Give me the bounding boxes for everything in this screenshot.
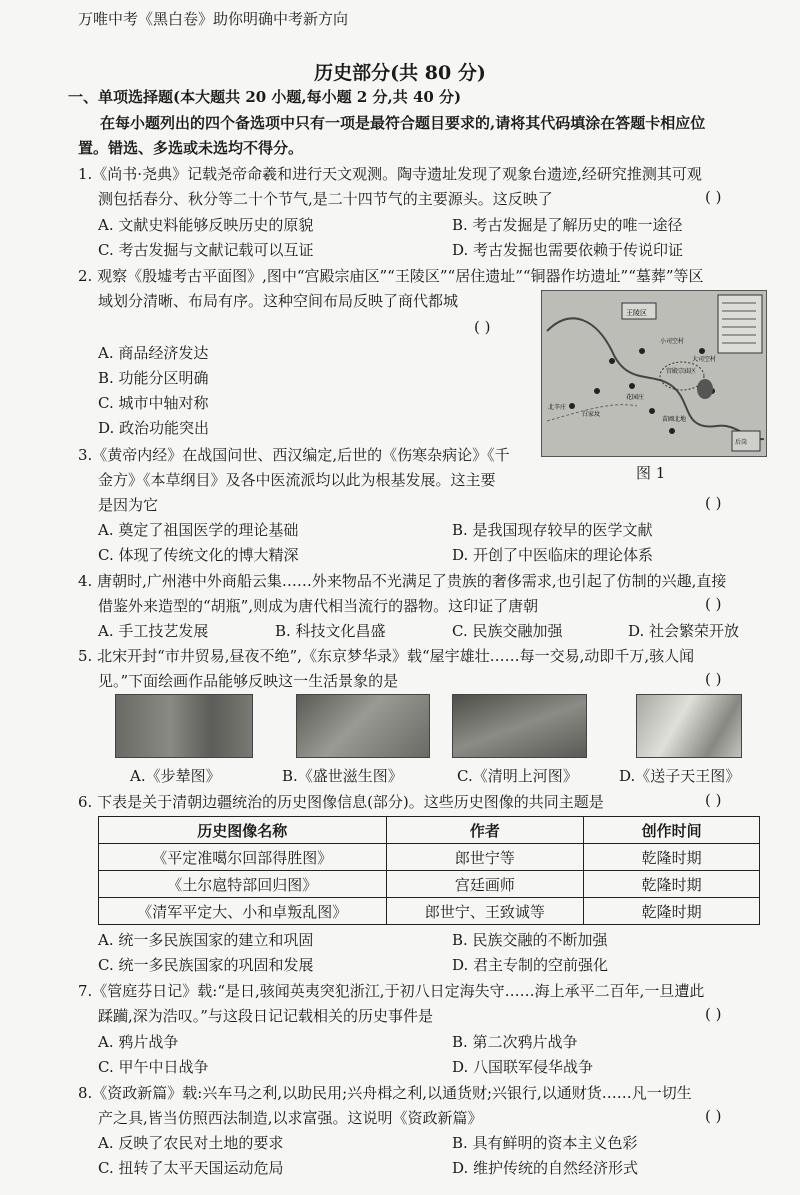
q7-option-a[interactable]: A. 鸦片战争 — [98, 1033, 179, 1051]
q3-option-b[interactable]: B. 是我国现存较早的医学文献 — [452, 521, 653, 539]
map-label-royal-tombs: 王陵区 — [626, 309, 647, 317]
table-row — [99, 871, 760, 898]
q7-option-c[interactable]: C. 甲午中日战争 — [98, 1058, 209, 1076]
q2-option-a[interactable]: A. 商品经济发达 — [98, 344, 209, 362]
q2-stem-line1: 2. 观察《殷墟考古平面图》,图中“宫殿宗庙区”“王陵区”“居住遗址”“铜器作坊遗址”“墓葬”等区 — [78, 267, 704, 285]
q1-option-b[interactable]: B. 考古发掘是了解历史的唯一途径 — [452, 216, 683, 234]
q6-option-c[interactable]: C. 统一多民族国家的巩固和发展 — [98, 956, 314, 974]
q4-answer-blank[interactable]: ( ) — [705, 595, 722, 613]
q6-stem-line1: 6. 下表是关于清朝边疆统治的历史图像信息(部分)。这些历史图像的共同主题是 — [78, 793, 604, 811]
table-cell: 乾隆时期 — [584, 898, 760, 925]
q5-option-b[interactable]: B.《盛世滋生图》 — [282, 767, 403, 785]
q5-option-d[interactable]: D.《送子天王图》 — [619, 767, 741, 785]
svg-text:宫殿宗庙区: 宫殿宗庙区 — [666, 368, 697, 375]
q2-answer-blank[interactable]: ( ) — [474, 318, 491, 336]
table-cell: 《清军平定大、小和卓叛乱图》 — [99, 898, 387, 925]
q1-answer-blank[interactable]: ( ) — [705, 188, 722, 206]
q4-stem-line1: 4. 唐朝时,广州港中外商船云集……外来物品不光满足了贵族的奢侈需求,也引起了仿制的兴趣,直接 — [78, 572, 727, 590]
q8-option-d[interactable]: D. 维护传统的自然经济形式 — [452, 1159, 639, 1177]
svg-text:小司空村: 小司空村 — [660, 338, 685, 345]
q1-option-d[interactable]: D. 考古发掘也需要依赖于传说印证 — [452, 241, 684, 259]
svg-text:白家坟: 白家坟 — [582, 411, 601, 418]
table-cell: 郎世宁等 — [386, 844, 584, 871]
q3-option-c[interactable]: C. 体现了传统文化的博大精深 — [98, 546, 299, 564]
yinxu-map-drawing — [542, 291, 766, 456]
q5-stem-line2: 见。”下面绘画作品能够反映这一生活景象的是 — [98, 672, 399, 690]
figure-1-caption: 图 1 — [636, 464, 666, 482]
painting-qingming-image[interactable] — [452, 694, 587, 758]
q4-option-a[interactable]: A. 手工技艺发展 — [98, 622, 209, 640]
table-cell: 乾隆时期 — [584, 844, 760, 871]
svg-text:花园庄: 花园庄 — [626, 394, 645, 401]
q3-option-a[interactable]: A. 奠定了祖国医学的理论基础 — [98, 521, 299, 539]
q3-stem-line2: 金方》《本草纲目》及各中医流派均以此为根基发展。这主要 — [98, 471, 496, 489]
q7-option-b[interactable]: B. 第二次鸦片战争 — [452, 1033, 578, 1051]
q4-option-c[interactable]: C. 民族交融加强 — [452, 622, 563, 640]
q2-option-b[interactable]: B. 功能分区明确 — [98, 369, 209, 387]
table-cell: 郎世宁、王致诚等 — [386, 898, 584, 925]
q1-stem-line2: 测包括春分、秋分等二十个节气,是二十四节气的主要源头。这反映了 — [98, 190, 553, 208]
q3-stem-line3: 是因为它 — [98, 496, 159, 514]
table-row — [99, 844, 760, 871]
q3-option-d[interactable]: D. 开创了中医临床的理论体系 — [452, 546, 654, 564]
svg-text:大司空村: 大司空村 — [692, 356, 717, 363]
page-header: 万唯中考《黑白卷》助你明确中考新方向 — [78, 10, 349, 28]
q5-stem-line1: 5. 北宋开封“市井贸易,昼夜不绝”,《东京梦华录》载“屋宇雄壮……每一交易,动即千万,骇人闻 — [78, 647, 695, 665]
q3-stem-line1: 3.《黄帝内经》在战国问世、西汉编定,后世的《伤寒杂病论》《千 — [78, 446, 510, 464]
q1-option-c[interactable]: C. 考古发掘与文献记载可以互证 — [98, 241, 314, 259]
table-header-name: 历史图像名称 — [99, 817, 387, 844]
q5-option-a[interactable]: A.《步辇图》 — [130, 767, 221, 785]
q2-option-d[interactable]: D. 政治功能突出 — [98, 419, 210, 437]
q7-answer-blank[interactable]: ( ) — [705, 1005, 722, 1023]
table-header-author: 作者 — [386, 817, 584, 844]
painting-bunian-image[interactable] — [115, 694, 253, 758]
svg-text:后岗: 后岗 — [735, 439, 748, 446]
q1-stem-line1: 1.《尚书·尧典》记载尧帝命羲和进行天文观测。陶寺遗址发现了观象台遗迹,经研究推测其可观 — [78, 165, 702, 183]
q8-option-b[interactable]: B. 具有鲜明的资本主义色彩 — [452, 1134, 638, 1152]
q5-option-c[interactable]: C.《清明上河图》 — [457, 767, 578, 785]
table-header-row — [99, 817, 760, 844]
q7-stem-line2: 蹂躏,深为浩叹。”与这段日记记载相关的历史事件是 — [98, 1007, 433, 1025]
q6-option-a[interactable]: A. 统一多民族国家的建立和巩固 — [98, 931, 314, 949]
q4-stem-line2: 借鉴外来造型的“胡瓶”,则成为唐代相当流行的器物。这印证了唐朝 — [98, 597, 539, 615]
section-instruction-1: 在每小题列出的四个备选项中只有一项是最符合题目要求的,请将其代码填涂在答题卡相应位 — [100, 114, 706, 132]
q8-option-c[interactable]: C. 扭转了太平天国运动危局 — [98, 1159, 284, 1177]
q6-answer-blank[interactable]: ( ) — [705, 791, 722, 809]
q8-stem-line2: 产之具,皆当仿照西法制造,以求富强。这说明《资政新篇》 — [98, 1109, 483, 1127]
q7-stem-line1: 7.《管庭芬日记》载:“是日,骇闻英夷突犯浙江,于初八日定海失守……海上承平二百年,一旦遭此 — [78, 982, 705, 1000]
q7-option-d[interactable]: D. 八国联军侵华战争 — [452, 1058, 594, 1076]
q6-option-b[interactable]: B. 民族交融的不断加强 — [452, 931, 608, 949]
map-legend — [718, 295, 762, 353]
yinxu-site-map — [541, 290, 767, 457]
q3-answer-blank[interactable]: ( ) — [705, 494, 722, 512]
q1-option-a[interactable]: A. 文献史料能够反映历史的原貌 — [98, 216, 314, 234]
table-header-time: 创作时间 — [584, 817, 760, 844]
page-title: 历史部分(共 80 分) — [314, 62, 486, 84]
table-cell: 宫廷画师 — [386, 871, 584, 898]
table-cell: 《土尔扈特部回归图》 — [99, 871, 387, 898]
svg-text:北辛庄: 北辛庄 — [548, 404, 567, 411]
q8-answer-blank[interactable]: ( ) — [705, 1107, 722, 1125]
painting-shengshi-image[interactable] — [296, 694, 430, 758]
q2-stem-line2: 域划分清晰、布局有序。这种空间布局反映了商代都城 — [98, 292, 459, 310]
table-cell: 《平定准噶尔回部得胜图》 — [99, 844, 387, 871]
table-row — [99, 898, 760, 925]
q8-stem-line1: 8.《资政新篇》载:兴车马之利,以助民用;兴舟楫之利,以通货财;兴银行,以通财货……凡一切生 — [78, 1084, 692, 1102]
section-heading: 一、单项选择题(本大题共 20 小题,每小题 2 分,共 40 分) — [68, 88, 462, 106]
q4-option-d[interactable]: D. 社会繁荣开放 — [628, 622, 740, 640]
qing-painting-table — [98, 816, 760, 925]
q6-option-d[interactable]: D. 君主专制的空前强化 — [452, 956, 609, 974]
svg-text:苗圃北地: 苗圃北地 — [662, 416, 687, 423]
palace-area — [660, 362, 704, 390]
table-cell: 乾隆时期 — [584, 871, 760, 898]
q8-option-a[interactable]: A. 反映了农民对土地的要求 — [98, 1134, 284, 1152]
q2-option-c[interactable]: C. 城市中轴对称 — [98, 394, 209, 412]
q5-answer-blank[interactable]: ( ) — [705, 670, 722, 688]
painting-songzi-image[interactable] — [636, 694, 742, 758]
section-instruction-2: 置。错选、多选或未选均不得分。 — [78, 139, 304, 157]
q4-option-b[interactable]: B. 科技文化昌盛 — [275, 622, 386, 640]
